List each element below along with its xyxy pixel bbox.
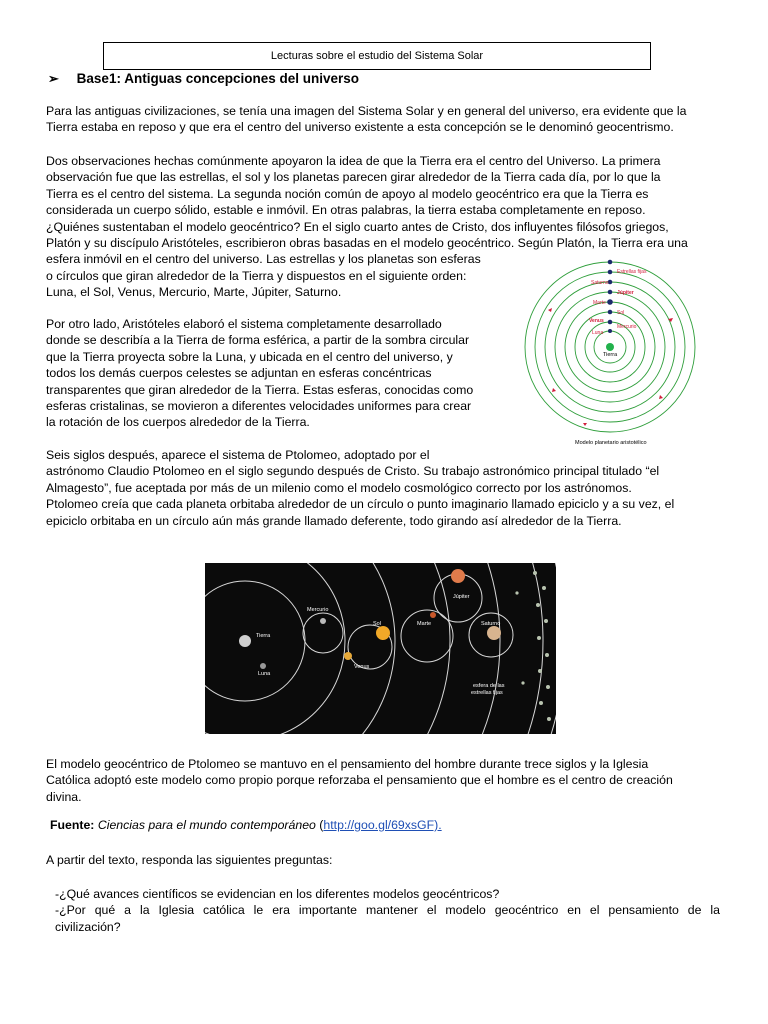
label-jupiter: Júpiter [617,290,634,296]
ptolemaic-model-figure [205,563,556,734]
paragraph-5 [46,756,673,805]
paragraph-line: donde se describía a la Tierra de forma esférica, a partir de la sombra circular [46,333,470,348]
source-link[interactable]: http://goo.gl/69xsGF). [323,818,442,832]
source-line [50,818,442,832]
paragraph-line: Tierra es el centro del sistema. La segunda noción común de apoyo al modelo geocéntrico era que la Tierra es [46,186,649,201]
paragraph-line: Por otro lado, Aristóteles elaboró el sistema completamente desarrollado [46,317,442,331]
label-mercurio: Mercurio [307,607,329,613]
label-venus: Venus [354,664,370,670]
section-heading [48,71,359,87]
paragraph-line: divina. [46,789,82,804]
question-1: -¿Qué avances científicos se evidencian en los diferentes modelos geocéntricos? [55,887,500,901]
label-saturno: Saturno [591,280,609,286]
label-luna: Luna [592,330,604,336]
paragraph-line: esferas cristalinas, se movieron a diferentes velocidades uniformes para crear [46,399,472,414]
instructions: A partir del texto, responda las siguientes preguntas: [46,853,333,867]
paragraph-line: El modelo geocéntrico de Ptolomeo se mantuvo en el pensamiento del hombre durante trece siglos y la Iglesia [46,757,649,771]
paragraph-line: Para las antiguas civilizaciones, se tenía una imagen del Sistema Solar y en general del universo, era evidente que la [46,104,687,118]
label-tierra: Tierra [256,633,271,639]
source-label: Fuente: [50,818,95,832]
paragraph-line: Almagesto”, fue aceptada por más de un milenio como el modelo cosmológico correcto por los astrónomos. [46,480,632,495]
paragraph-1 [46,103,687,136]
label-jupiter: Júpiter [453,594,470,600]
label-tierra: Tierra [603,352,618,358]
paragraph-line: Tierra estaba en reposo y que era el centro del universo existente a esta concepción se le denominó geocentrismo. [46,120,674,135]
source-open-paren: ( [315,818,324,832]
paragraph-line: ¿Quiénes sustentaban el modelo geocéntrico? En el siglo cuarto antes de Cristo, dos influyentes filósofos griegos, [46,219,669,234]
label-saturno: Saturno [481,621,501,627]
label-estrellas-fijas: Estrellas fijas [617,269,647,275]
label-sol: Sol [617,310,625,316]
label-esfera-de-las: esfera de las [473,683,505,689]
question-2: -¿Por qué a la Iglesia católica le era importante mantener el modelo geocéntrico en el pensamiento de la [55,903,720,918]
paragraph-4 [46,447,674,529]
label-luna: Luna [258,671,271,677]
question-2-continuation: civilización? [55,919,121,934]
paragraph-line: Luna, el Sol, Venus, Mercurio, Marte, Júpiter, Saturno. [46,285,342,300]
label-marte: Marte [593,300,606,306]
paragraph-line: esfera inmóvil en el centro del universo. Las estrellas y los planetas son esferas [46,252,481,267]
label-marte: Marte [417,621,432,627]
label-mercurio: Mercurio [617,324,637,330]
paragraph-line: o círculos que giran alrededor de la Tierra y dispuestos en el siguiente orden: [46,268,467,283]
paragraph-line: Ptolomeo creía que cada planeta orbitaba alrededor de un círculo o punto imaginario llamado epiciclo y a su vez, el [46,497,675,512]
paragraph-line: observación fue que las estrellas, el sol y los planetas parecen girar alrededor de la Tierra cada día, por lo que la [46,170,661,185]
paragraph-line: la rotación de los cuerpos alrededor de la Tierra. [46,415,310,430]
document-title: Lecturas sobre el estudio del Sistema Solar [270,50,484,62]
paragraph-line: que la Tierra proyecta sobre la Luna, y ubicada en el centro del universo, y [46,349,453,364]
label-estrellas-fijas: estrellas fijas [471,690,503,696]
label-venus: Venus [589,318,604,324]
questions [55,886,720,935]
paragraph-line: considerada un cuerpo sólido, estable e inmóvil. En otras palabras, la tierra estaba completamente en reposo. [46,203,646,218]
paragraph-line: todos los demás cuerpos celestes se adjuntan en esferas concéntricas [46,366,432,381]
figure1-caption: Modelo planetario aristotélico [575,440,647,446]
label-sol: Sol [373,621,381,627]
bullet-arrow-icon: ➢ [48,71,59,86]
paragraph-line: astrónomo Claudio Ptolomeo en el siglo segundo después de Cristo. Su trabajo astronómico principal titulado “el [46,464,660,479]
section-heading-text: Base1: Antiguas concepciones del universo [76,71,360,86]
paragraph-line: transparentes que giran alrededor de la Tierra. Estas esferas, conocidas como [46,382,474,397]
paragraph-line: Dos observaciones hechas comúnmente apoyaron la idea de que la Tierra era el centro del Universo. La primera [46,154,661,168]
paragraph-line: Platón y su discípulo Aristóteles, escribieron obras basadas en el modelo geocéntrico. Según Platón, la Tierra era una [46,236,688,251]
paragraph-3 [46,316,473,431]
paragraph-line: Católica adoptó este modelo como propio porque reforzaba el pensamiento que el hombre es el centro de creación [46,773,673,788]
paragraph-line: Seis siglos después, aparece el sistema de Ptolomeo, adoptado por el [46,448,430,462]
document-title-box [103,42,651,70]
source-title: Ciencias para el mundo contemporáneo [97,818,316,832]
paragraph-line: epiciclo orbitaba en un círculo aún más grande llamado deferente, todo girando así alrededor de la Tierra. [46,513,622,528]
aristotelian-model-figure [523,258,703,450]
